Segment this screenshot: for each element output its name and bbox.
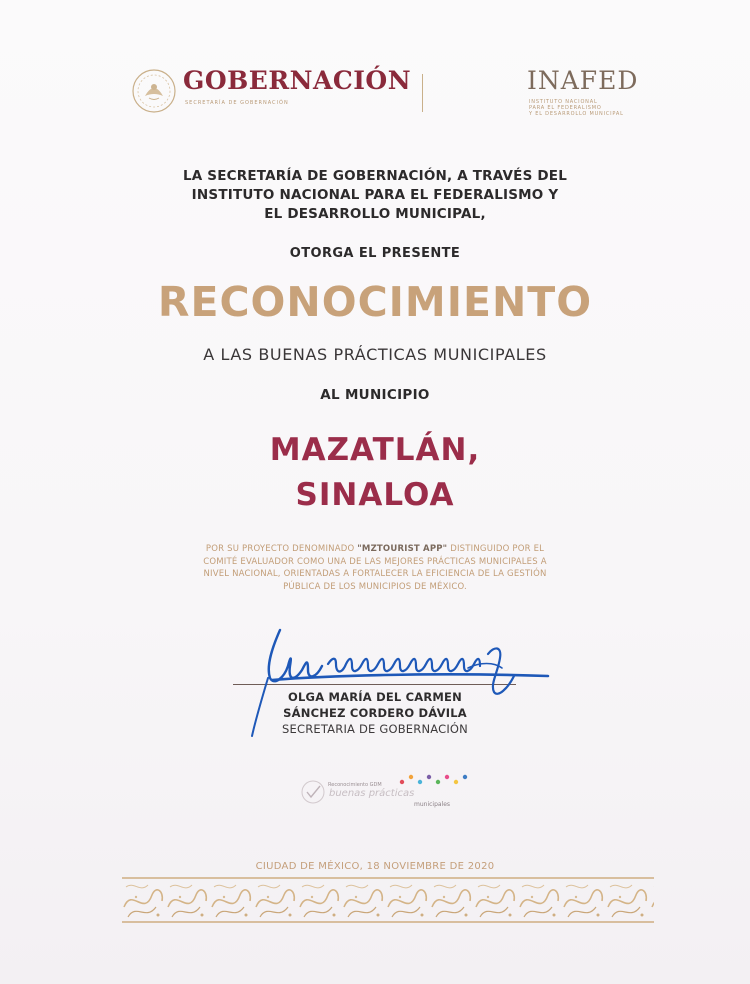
badge-dot xyxy=(436,780,440,784)
signer-name-line: SÁNCHEZ CORDERO DÁVILA xyxy=(283,706,467,720)
project-prefix: POR SU PROYECTO DENOMINADO xyxy=(205,544,358,554)
mexico-seal-icon xyxy=(131,68,177,114)
inafed-logo-subtitle xyxy=(529,99,649,117)
issuer-statement xyxy=(0,167,750,224)
project-line: PÚBLICA DE LOS MUNICIPIOS DE MÉXICO. xyxy=(283,581,467,592)
gobernacion-logo-title: GOBERNACIÓN xyxy=(183,66,412,95)
issuer-line: EL DESARROLLO MUNICIPAL, xyxy=(264,206,486,222)
recipient-label: AL MUNICIPIO xyxy=(320,387,430,403)
municipality-line: MAZATLÁN, xyxy=(269,432,481,468)
badge-bottom-text: municipales xyxy=(414,801,451,808)
badge-middle-text: buenas prácticas xyxy=(329,788,415,799)
inafed-subtitle-line: INSTITUTO NACIONAL xyxy=(529,99,598,105)
badge-dot xyxy=(463,775,467,779)
badge-dot xyxy=(427,775,431,779)
badge-dot xyxy=(454,780,458,784)
check-circle-icon xyxy=(300,779,326,805)
award-subtitle: A LAS BUENAS PRÁCTICAS MUNICIPALES xyxy=(203,345,547,364)
project-line1-suffix: DISTINGUIDO POR EL xyxy=(447,544,545,554)
badge-dot xyxy=(409,775,413,779)
award-title: RECONOCIMIENTO xyxy=(157,278,593,326)
signer-role: SECRETARIA DE GOBERNACIÓN xyxy=(282,722,468,736)
buenas-practicas-badge xyxy=(300,771,480,815)
header-divider xyxy=(422,74,423,112)
project-name: "MZTOURIST APP" xyxy=(357,544,448,554)
badge-dot xyxy=(418,780,422,784)
badge-top-text: Reconocimiento GDM xyxy=(328,782,382,788)
grants-text: OTORGA EL PRESENTE xyxy=(289,246,461,261)
municipality-line: SINALOA xyxy=(295,477,455,513)
project-line xyxy=(144,543,606,556)
inafed-subtitle-line: Y EL DESARROLLO MUNICIPAL xyxy=(529,111,624,117)
project-description xyxy=(144,543,606,593)
badge-dot xyxy=(400,780,404,784)
issuer-line: LA SECRETARÍA DE GOBERNACIÓN, A TRAVÉS DEL xyxy=(182,168,568,184)
badge-dot xyxy=(445,775,449,779)
issue-date: CIUDAD DE MÉXICO, 18 NOVIEMBRE DE 2020 xyxy=(255,861,495,872)
signer-block xyxy=(0,689,750,737)
gobernacion-logo-subtitle: SECRETARÍA DE GOBERNACIÓN xyxy=(185,100,289,106)
recipient-municipality xyxy=(0,428,750,518)
issuer-line: INSTITUTO NACIONAL PARA EL FEDERALISMO Y xyxy=(191,187,559,203)
inafed-logo-title: INAFED xyxy=(527,66,639,95)
inafed-subtitle-line: PARA EL FEDERALISMO xyxy=(529,105,602,111)
signer-name-line: OLGA MARÍA DEL CARMEN xyxy=(288,690,462,704)
project-line: NIVEL NACIONAL, ORIENTADAS A FORTALECER LA EFICIENCIA DE LA GESTIÓN xyxy=(203,569,547,579)
decorative-footer-band xyxy=(122,877,654,923)
project-line: COMITÉ EVALUADOR COMO UNA DE LAS MEJORES PRÁCTICAS MUNICIPALES A xyxy=(203,556,547,567)
colored-dots-icon xyxy=(398,773,478,787)
